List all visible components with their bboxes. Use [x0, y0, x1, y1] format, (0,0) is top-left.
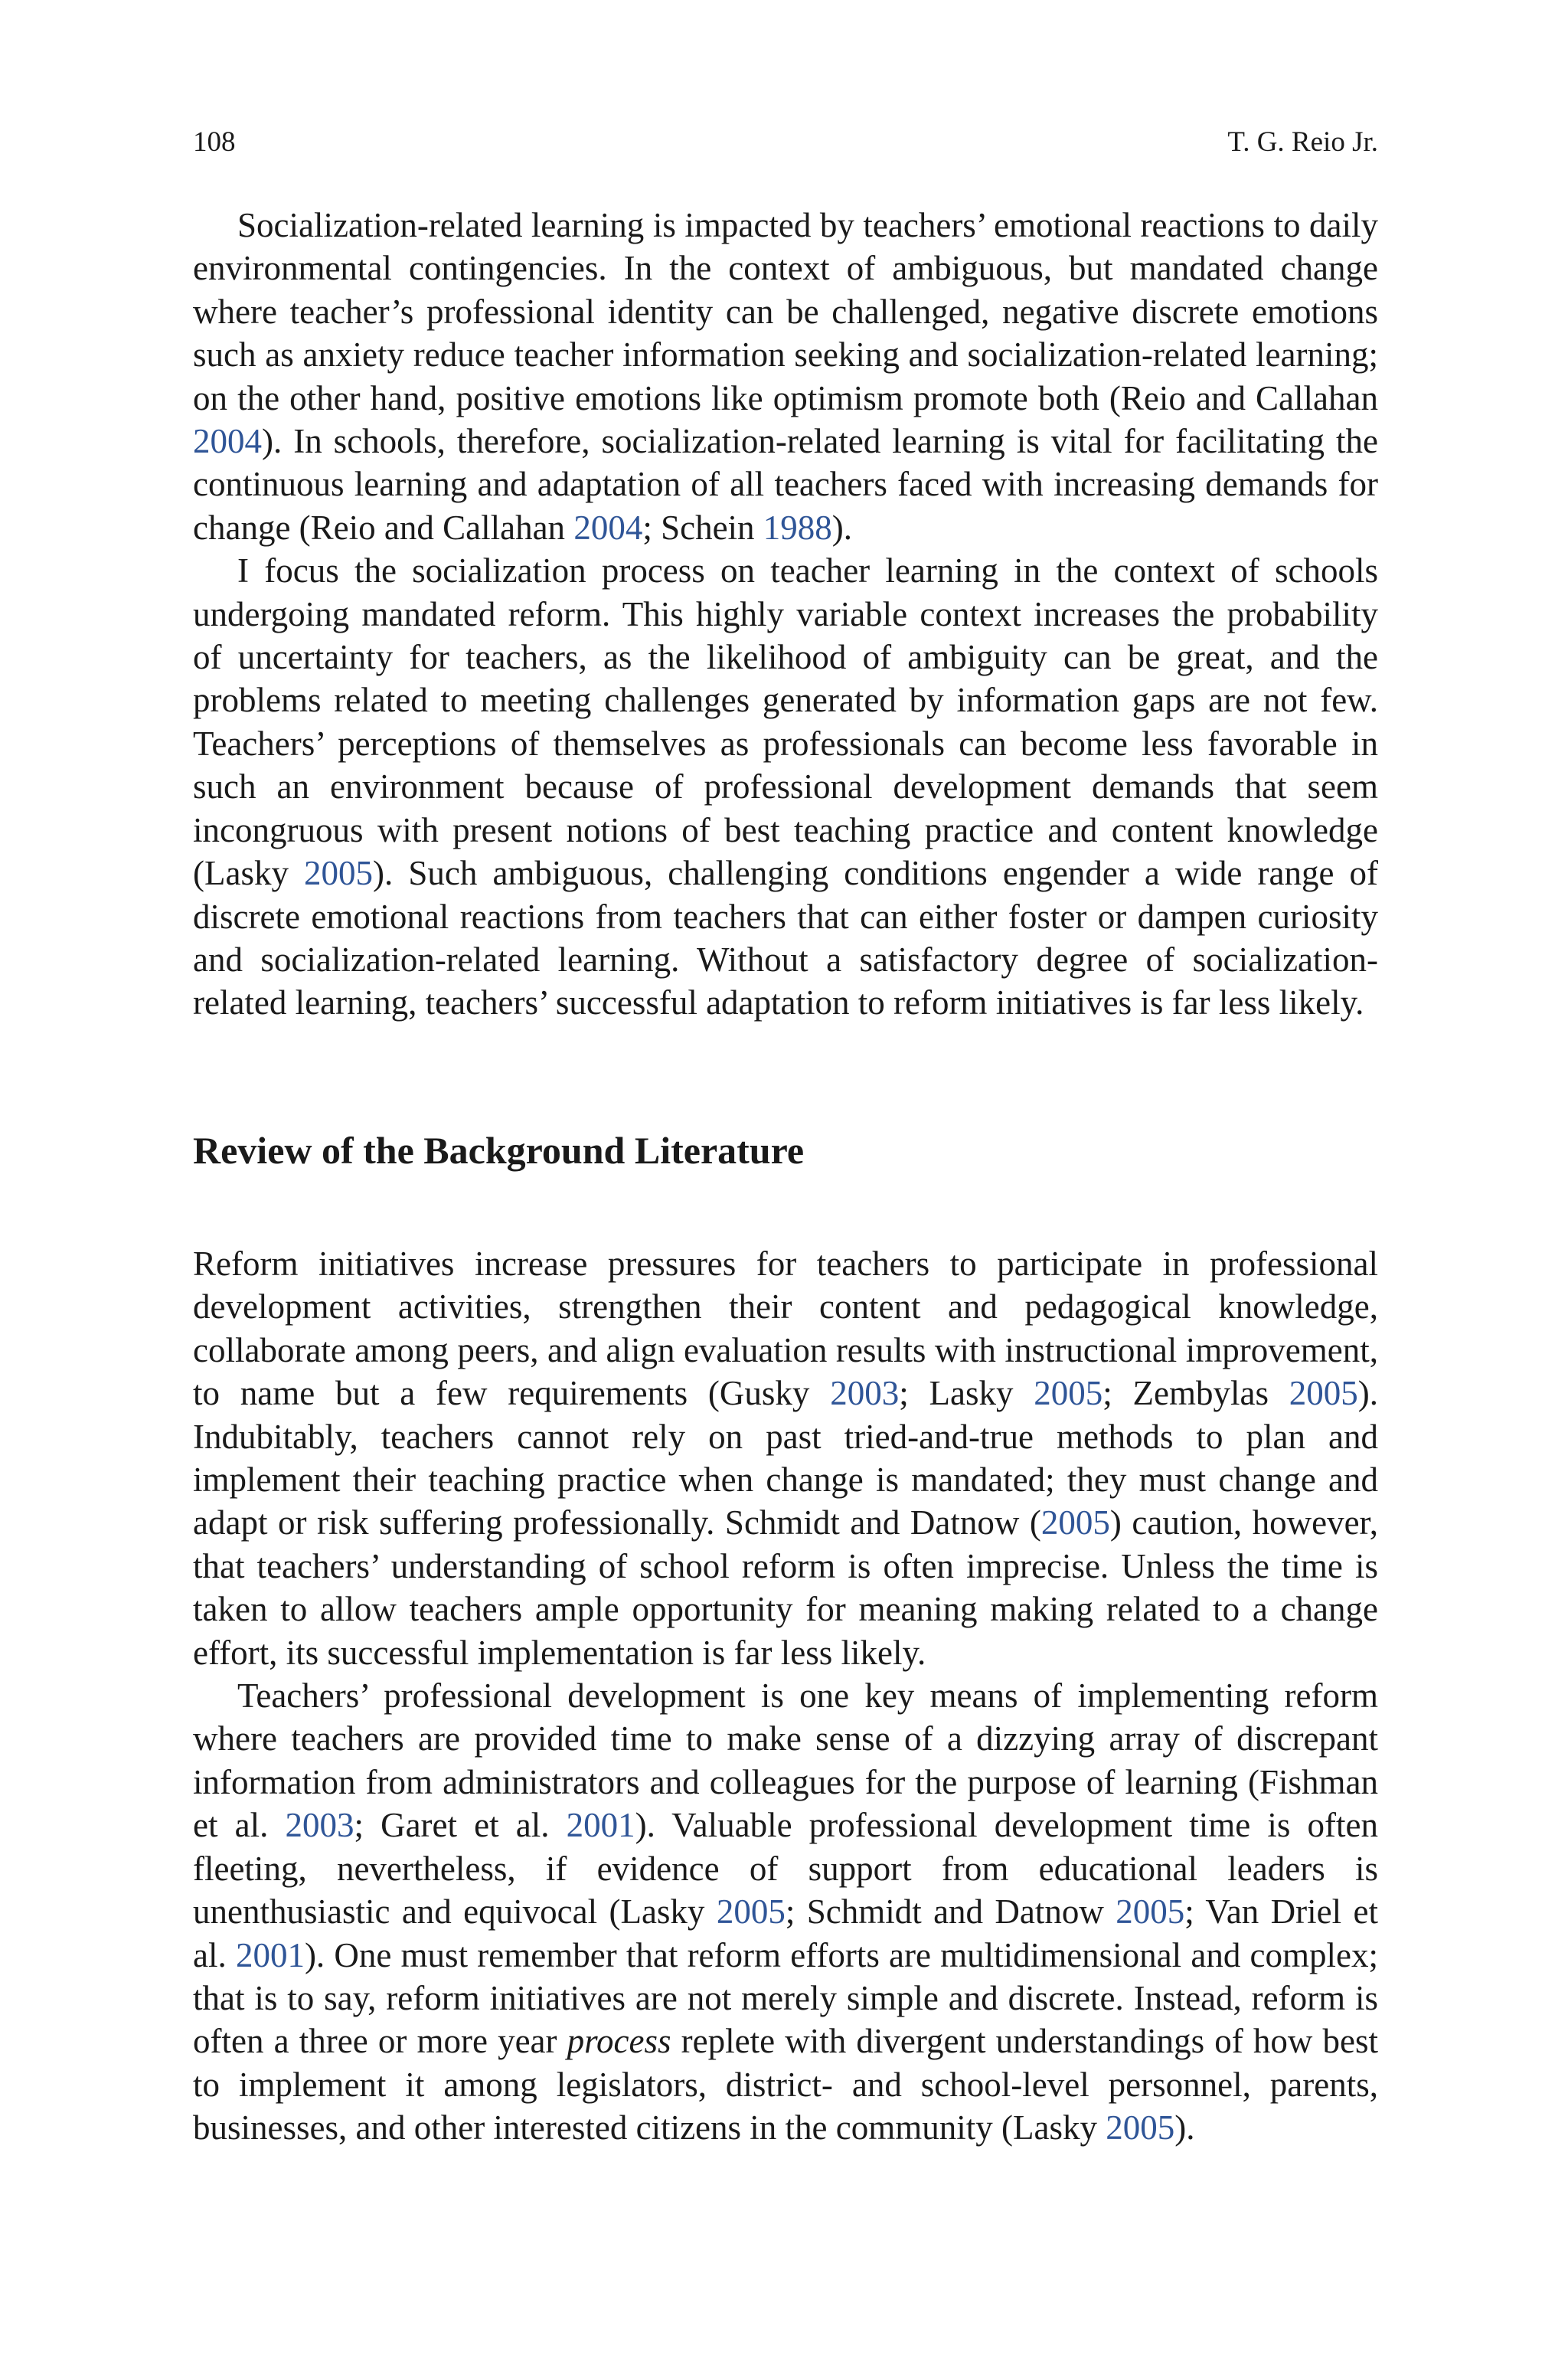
emphasis-process: process [567, 2022, 671, 2061]
section-heading: Review of the Background Literature [193, 1129, 805, 1172]
paragraph-reform-pressures: Reform initiatives increase pressures for teachers to participate in professional development activities, strengthen their content and pedagogical knowledge, collaborate among peers, and align evaluation results with instructional improvement, to name but a few requirements (Gusky 2003; Lasky 2005; Zembylas 2005). Indubitably, teachers cannot rely on past tried-and-true methods to plan and implement their teaching practice when change is mandated; they must change and adapt or risk suffering professionally. Schmidt and Datnow (2005) caution, however, that teachers’ understanding of school reform is often imprecise. Unless the time is taken to allow teachers ample opportunity for meaning making related to a change effort, its successful implementation is far less likely. [193, 1245, 1378, 1672]
citation-link[interactable]: 2005 [304, 854, 374, 893]
citation-link[interactable]: 2003 [285, 1806, 354, 1845]
citation-link[interactable]: 2005 [1034, 1374, 1103, 1413]
paragraph-socialization-learning: Socialization-related learning is impacted by teachers’ emotional reactions to daily environmental contingencies. In the context of ambiguous, but mandated change where teacher’s professional identity can be challenged, negative discrete emotions such as anxiety reduce teacher information seeking and socialization-related learning; on the other hand, positive emotions like optimism promote both (Reio and Callahan 2004). In schools, therefore, socialization-related learning is vital for facilitating the continuous learning and adaptation of all teachers faced with increasing demands for change (Reio and Callahan 2004; Schein 1988). [193, 206, 1378, 547]
citation-link[interactable]: 2004 [193, 422, 262, 461]
citation-link[interactable]: 2005 [1116, 1892, 1185, 1932]
page-number: 108 [193, 126, 236, 158]
section-intro [193, 204, 1378, 1025]
citation-link[interactable]: 2005 [1040, 1503, 1110, 1542]
citation-link[interactable]: 2005 [1106, 2108, 1175, 2147]
running-head-author: T. G. Reio Jr. [1227, 126, 1378, 158]
citation-link[interactable]: 2001 [566, 1806, 635, 1845]
citation-link[interactable]: 2003 [830, 1374, 900, 1413]
section-literature [193, 1242, 1378, 2150]
paragraph-socialization-focus: I focus the socialization process on teacher learning in the context of schools undergoing mandated reform. This highly variable context increases the probability of uncertainty for teachers, as the likelihood of ambiguity can be great, and the problems related to meeting challenges generated by information gaps are not few. Teachers’ perceptions of themselves as professionals can become less favorable in such an environment because of professional development demands that seem incongruous with present notions of best teaching practice and content knowledge (Lasky 2005). Such ambiguous, challenging conditions engender a wide range of discrete emotional reactions from teachers that can either foster or dampen curiosity and socialization-related learning. Without a satisfactory degree of socialization-related learning, teachers’ successful adaptation to reform initiatives is far less likely. [193, 551, 1378, 1022]
citation-link[interactable]: 2005 [1289, 1374, 1358, 1413]
paragraph-professional-development: Teachers’ professional development is one key means of implementing reform where teachers are provided time to make sense of a dizzying array of discrepant information from administrators and colleagues for the purpose of learning (Fishman et al. 2003; Garet et al. 2001). Valuable professional development time is often fleeting, nevertheless, if evidence of support from educational leaders is unenthusiastic and equivocal (Lasky 2005; Schmidt and Datnow 2005; Van Driel et al. 2001). One must remember that reform efforts are multidimensional and complex; that is to say, reform initiatives are not merely simple and discrete. Instead, reform is often a three or more year process replete with divergent understandings of how best to implement it among legislators, district- and school-level personnel, parents, businesses, and other interested citizens in the community (Lasky 2005). [193, 1676, 1379, 2147]
citation-link[interactable]: 2004 [573, 508, 643, 547]
citation-link[interactable]: 1988 [763, 508, 832, 547]
citation-link[interactable]: 2001 [235, 1935, 305, 1974]
citation-link[interactable]: 2005 [716, 1892, 786, 1932]
